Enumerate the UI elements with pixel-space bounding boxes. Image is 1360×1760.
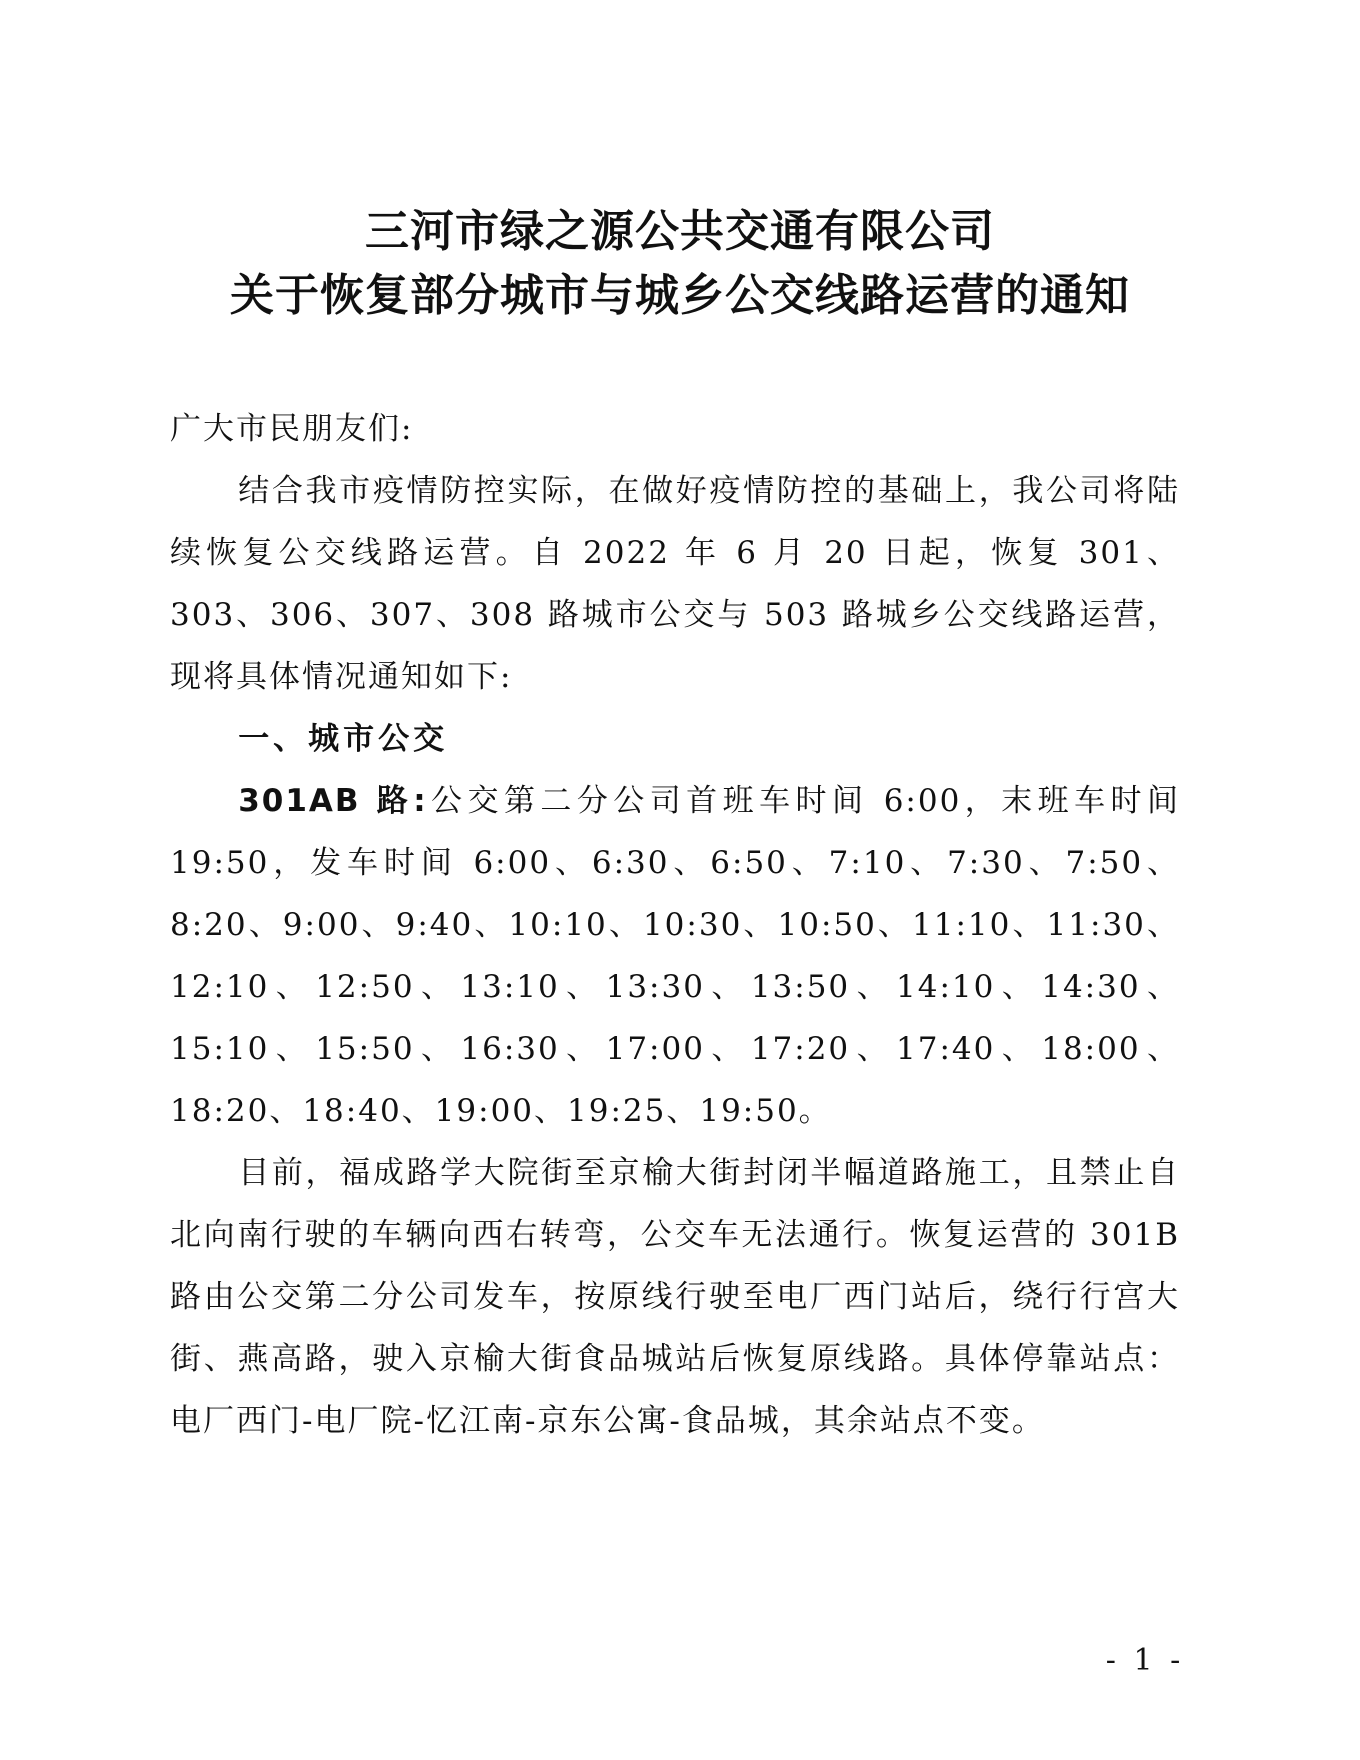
page-number: - 1 - [1105, 1643, 1185, 1678]
notice-title-line-1: 三河市绿之源公共交通有限公司 [365, 206, 995, 257]
route-301-schedule: 公交第二分公司首班车时间 6:00，末班车时间 19:50，发车时间 6:00、6:30、6:50、7:10、7:30、7:50、8:20、9:00、9:40、10:10、10:30、10:50、11:10、11:30、12:10、12:50、13:10、13:30、13:50、14:10、14:30、15:10、15:50、16:30、17:00、17:20、17:40、18:00、18:20、18:40、19:00、19:25、19:50。 [170, 783, 1180, 1129]
notice-title-line-2: 关于恢复部分城市与城乡公交线路运营的通知 [230, 270, 1130, 321]
route-301-paragraph [170, 770, 1180, 1142]
notice-body [170, 398, 1180, 1452]
greeting: 广大市民朋友们: [170, 411, 414, 447]
route-301-label: 301AB 路: [238, 783, 428, 819]
detour-notice-paragraph: 目前，福成路学大院街至京榆大街封闭半幅道路施工，且禁止自北向南行驶的车辆向西右转弯，公交车无法通行。恢复运营的 301B 路由公交第二分公司发车，按原线行驶至电厂西门站后，绕行行宫大街、燕高路，驶入京榆大街食品城站后恢复原线路。具体停靠站点：电厂西门-电厂院-忆江南-京东公寓-食品城，其余站点不变。 [170, 1155, 1180, 1439]
intro-paragraph: 结合我市疫情防控实际，在做好疫情防控的基础上，我公司将陆续恢复公交线路运营。自 2022 年 6 月 20 日起，恢复 301、303、306、307、308 路城市公交与 503 路城乡公交线路运营，现将具体情况通知如下: [170, 473, 1180, 695]
section-heading-city-bus: 一、城市公交 [238, 721, 449, 757]
